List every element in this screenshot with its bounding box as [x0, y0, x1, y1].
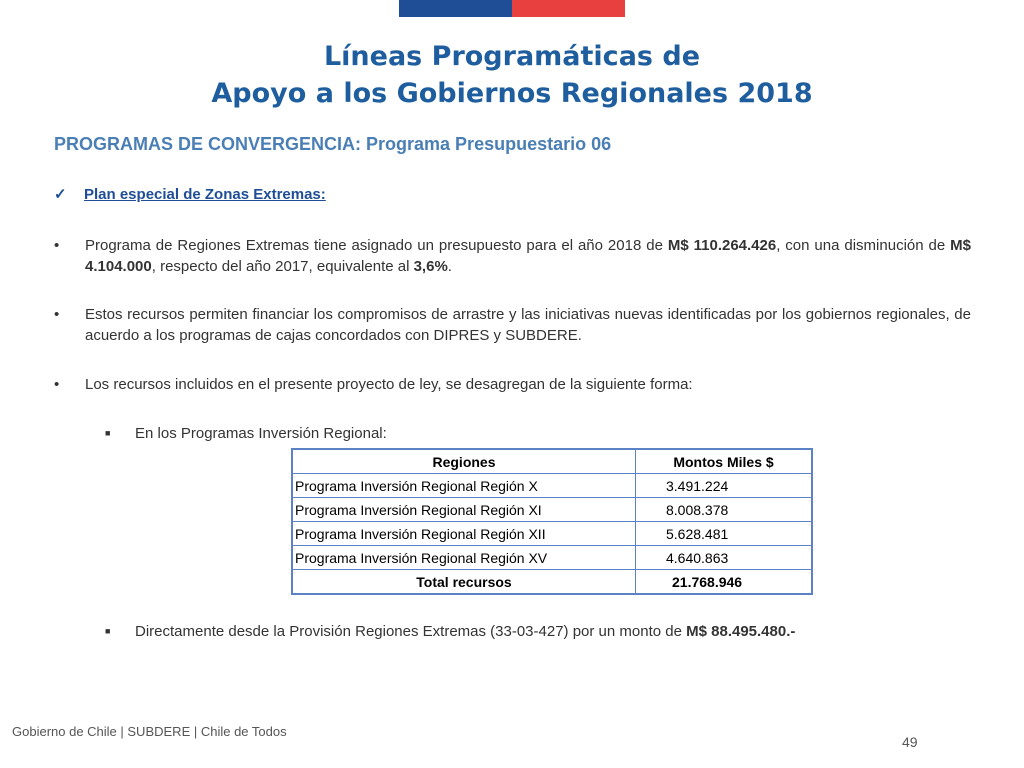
page-number: 49: [902, 734, 918, 750]
sub-item-text: En los Programas Inversión Regional:: [135, 425, 387, 442]
bullet-budget: [54, 235, 971, 277]
region-cell: Programa Inversión Regional Región XI: [292, 498, 636, 522]
region-cell: Programa Inversión Regional Región XII: [292, 522, 636, 546]
table-header-row: [292, 449, 812, 474]
text-run: , con una disminución de: [776, 237, 951, 254]
provision-amount: M$ 88.495.480.-: [686, 623, 796, 640]
region-cell: Programa Inversión Regional Región X: [292, 474, 636, 498]
header-amounts: Montos Miles $: [636, 449, 813, 474]
sub-item-provision: [105, 621, 795, 642]
bullet-icon: •: [54, 306, 60, 323]
decrease-percent: 3,6%: [413, 258, 448, 275]
table-row: [292, 474, 812, 498]
section-subtitle: PROGRAMAS DE CONVERGENCIA: Programa Presupuestario 06: [54, 134, 612, 154]
slide-title: [0, 38, 1024, 112]
bullet-text: Estos recursos permiten financiar los compromisos de arrastre y las iniciativas nuevas identificadas por los gobiernos regionales, de acuerdo a los programas de cajas concordados con DIPRES y SUBDERE.: [85, 306, 971, 344]
table-row: [292, 498, 812, 522]
region-cell: Programa Inversión Regional Región XV: [292, 546, 636, 570]
bullet-text: Los recursos incluidos en el presente proyecto de ley, se desagregan de la siguiente forma:: [85, 376, 693, 393]
table-total-row: [292, 570, 812, 595]
amount-cell: 4.640.863: [636, 546, 813, 570]
square-bullet-icon: ■: [105, 626, 111, 636]
bullet-icon: •: [54, 237, 60, 254]
total-amount: 21.768.946: [636, 570, 813, 595]
regions-table: [291, 448, 813, 595]
total-label: Total recursos: [292, 570, 636, 595]
header-regions: Regiones: [292, 449, 636, 474]
table-row: [292, 522, 812, 546]
title-line-2: Apoyo a los Gobiernos Regionales 2018: [211, 78, 813, 109]
flag-stripe-blue: [399, 0, 512, 17]
text-run: .: [447, 258, 452, 275]
budget-amount: M$ 110.264.426: [667, 237, 777, 254]
bullet-resources: [54, 304, 971, 346]
sub-item-programs: [105, 423, 387, 444]
table-row: [292, 546, 812, 570]
sub-item-text: Directamente desde la Provisión Regiones Extremas (33-03-427) por un monto de: [135, 623, 687, 640]
check-item-label: Plan especial de Zonas Extremas:: [84, 186, 326, 203]
checkmark-icon: ✓: [54, 186, 67, 203]
text-run: , respecto del año 2017, equivalente al: [151, 258, 414, 275]
flag-stripe-red: [512, 0, 625, 17]
amount-cell: 8.008.378: [636, 498, 813, 522]
square-bullet-icon: ■: [105, 428, 111, 438]
bullet-breakdown: [54, 374, 971, 395]
title-line-1: Líneas Programáticas de: [323, 41, 701, 72]
footer-text: Gobierno de Chile | SUBDERE | Chile de Todos: [12, 724, 287, 739]
decrease-amount: M$ 4.104.000: [85, 237, 971, 275]
bullet-text: [85, 235, 971, 277]
bullet-icon: •: [54, 376, 60, 393]
amount-cell: 5.628.481: [636, 522, 813, 546]
check-item: [54, 185, 326, 203]
text-run: Programa de Regiones Extremas tiene asignado un presupuesto para el año 2018 de: [85, 237, 668, 254]
amount-cell: 3.491.224: [636, 474, 813, 498]
